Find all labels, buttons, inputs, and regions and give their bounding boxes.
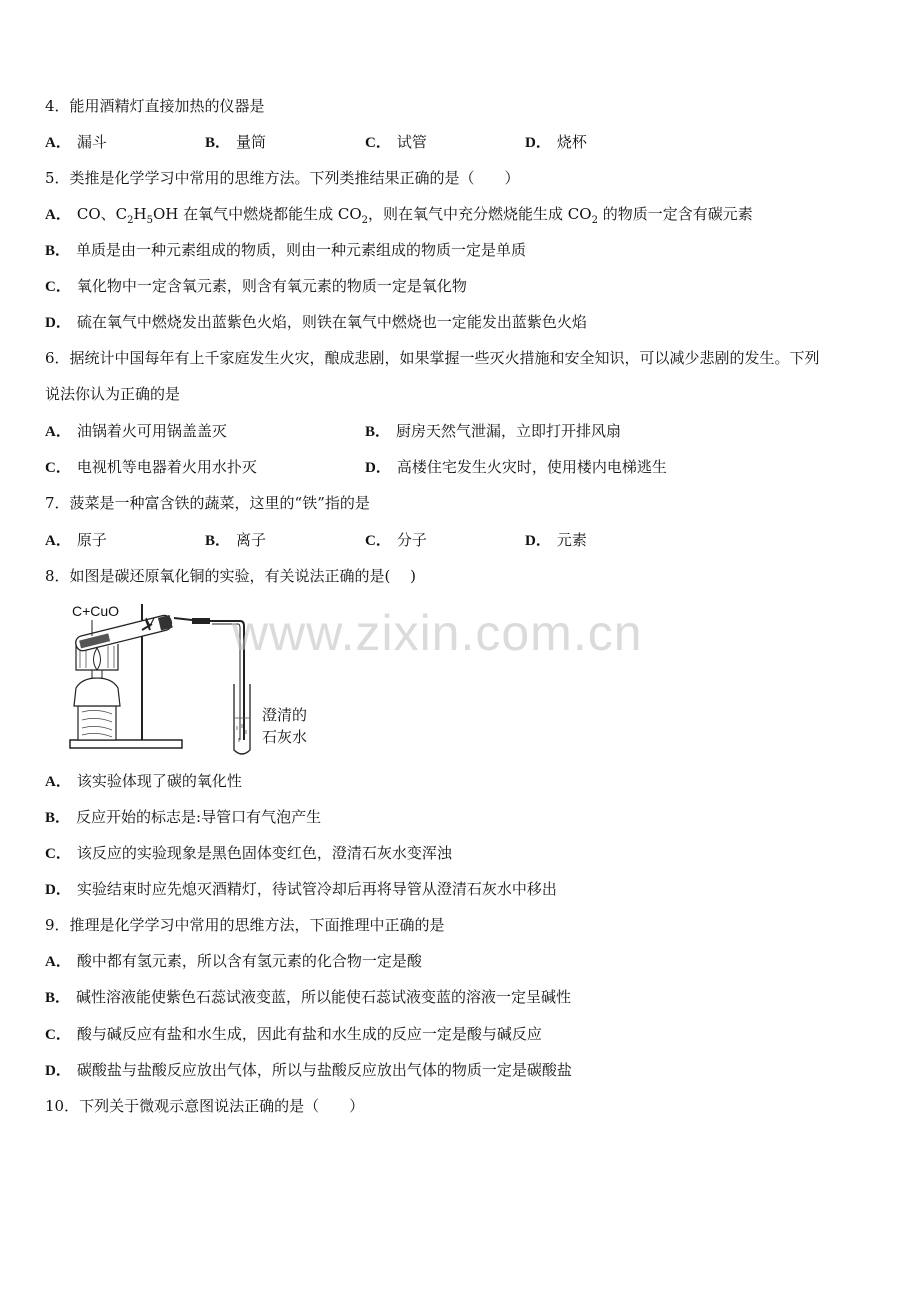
q5-option-b: B． 单质是由一种元素组成的物质，则由一种元素组成的物质一定是单质 [45, 241, 527, 259]
question-6-stem-line2: 说法你认为正确的是 [45, 385, 181, 403]
q5-option-d: D． 硫在氧气中燃烧发出蓝紫色火焰，则铁在氧气中燃烧也一定能发出蓝紫色火焰 [45, 313, 587, 331]
q4-option-c: C． 试管 [365, 133, 427, 151]
q9-option-c: C． 酸与碱反应有盐和水生成，因此有盐和水生成的反应一定是酸与碱反应 [45, 1025, 542, 1043]
question-7-stem: 7．菠菜是一种富含铁的蔬菜，这里的“铁”指的是 [45, 494, 370, 512]
limewater-label-line2: 石灰水 [262, 728, 308, 746]
q9-option-a: A． 酸中都有氢元素，所以含有氢元素的化合物一定是酸 [45, 952, 422, 970]
q5-option-a: A． CO、$C_2H_5OH$ 在氧气中燃烧都能生成 $CO_2$，则在氧气中充分燃烧能生成 $CO_2$ 的物质一定含有碳元素 [45, 205, 753, 226]
test-tube [74, 614, 173, 652]
watermark: www.zixin.com.cn [232, 605, 643, 661]
rubber-connector [192, 618, 210, 624]
q8-option-a: A． 该实验体现了碳的氧化性 [45, 772, 242, 790]
q7-option-c: C． 分子 [365, 531, 427, 549]
q6-option-a: A． 油锅着火可用锅盖盖灭 [45, 422, 227, 440]
question-6-stem-line1: 6．据统计中国每年有上千家庭发生火灾，酿成悲剧，如果掌握一些灭火措施和安全知识，可以减少悲剧的发生。下列 [45, 349, 820, 367]
q7-option-b: B． 离子 [205, 531, 267, 549]
q8-option-c: C． 该反应的实验现象是黑色固体变红色，澄清石灰水变浑浊 [45, 844, 452, 862]
receiving-test-tube [234, 684, 250, 754]
flame [94, 648, 101, 670]
q6-option-b: B． 厨房天然气泄漏，立即打开排风扇 [365, 422, 622, 440]
q9-option-b: B． 碱性溶液能使紫色石蕊试液变蓝，所以能使石蕊试液变蓝的溶液一定呈碱性 [45, 988, 572, 1006]
q8-option-b: B． 反应开始的标志是:导管口有气泡产生 [45, 808, 322, 826]
stand-base [70, 740, 182, 748]
question-8-stem: 8．如图是碳还原氧化铜的实验，有关说法正确的是( ) [45, 567, 417, 585]
q5-option-c: C． 氧化物中一定含氧元素，则含有氧元素的物质一定是氧化物 [45, 277, 467, 295]
rubber-joint-left [174, 618, 192, 620]
q9-option-d: D． 碳酸盐与盐酸反应放出气体，所以与盐酸反应放出气体的物质一定是碳酸盐 [45, 1061, 572, 1079]
limewater-label-line1: 澄清的 [262, 706, 308, 724]
q4-option-a: A． 漏斗 [45, 133, 107, 151]
question-9-stem: 9．推理是化学学习中常用的思维方法，下面推理中正确的是 [45, 916, 445, 934]
reagent-label: C+CuO [72, 603, 120, 619]
alcohol-lamp [74, 678, 120, 706]
question-4-stem: 4．能用酒精灯直接加热的仪器是 [45, 97, 265, 115]
q4-option-b: B． 量筒 [205, 133, 267, 151]
q7-option-a: A． 原子 [45, 531, 107, 549]
q6-option-d: D． 高楼住宅发生火灾时，使用楼内电梯逃生 [365, 458, 667, 476]
q8-option-d: D． 实验结束时应先熄灭酒精灯，待试管冷却后再将导管从澄清石灰水中移出 [45, 880, 557, 898]
q4-option-d: D． 烧杯 [525, 133, 587, 151]
lamp-wick-holder [92, 670, 102, 678]
question-5-stem: 5．类推是化学学习中常用的思维方法。下列类推结果正确的是（ ） [45, 169, 520, 187]
q7-option-d: D． 元素 [525, 531, 587, 549]
q6-option-c: C． 电视机等电器着火用水扑灭 [45, 458, 257, 476]
question-10-stem: 10．下列关于微观示意图说法正确的是（ ） [45, 1097, 365, 1115]
